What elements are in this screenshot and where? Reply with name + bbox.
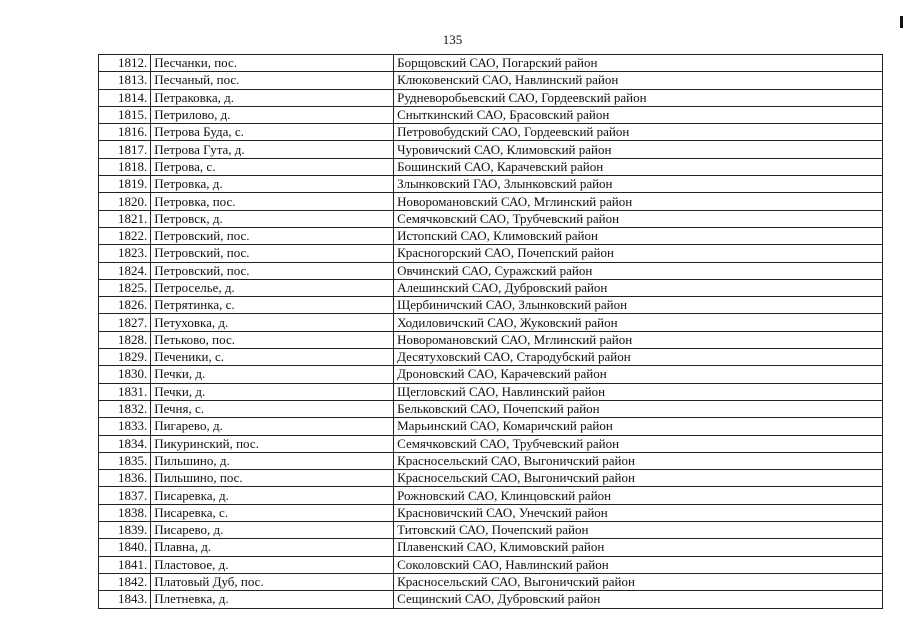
administration-cell: Бельковский САО, Почепский район xyxy=(394,400,883,417)
table-row xyxy=(99,573,883,590)
administration-cell: Плавенский САО, Климовский район xyxy=(394,539,883,556)
administration-cell: Щербиничский САО, Злынковский район xyxy=(394,297,883,314)
row-number-cell: 1842. xyxy=(99,573,151,590)
table-row xyxy=(99,141,883,158)
row-number-cell: 1833. xyxy=(99,418,151,435)
table-body xyxy=(99,55,883,609)
settlement-name-cell: Петрова, с. xyxy=(151,158,394,175)
table-row xyxy=(99,210,883,227)
table-row xyxy=(99,55,883,72)
administration-cell: Алешинский САО, Дубровский район xyxy=(394,279,883,296)
row-number-cell: 1828. xyxy=(99,331,151,348)
settlement-name-cell: Пигарево, д. xyxy=(151,418,394,435)
row-number-cell: 1815. xyxy=(99,106,151,123)
administration-cell: Красносельский САО, Выгоничский район xyxy=(394,452,883,469)
settlement-name-cell: Платовый Дуб, пос. xyxy=(151,573,394,590)
table-row xyxy=(99,176,883,193)
administration-cell: Титовский САО, Почепский район xyxy=(394,522,883,539)
settlement-name-cell: Пластовое, д. xyxy=(151,556,394,573)
table-row xyxy=(99,487,883,504)
table-row xyxy=(99,383,883,400)
table-row xyxy=(99,89,883,106)
administration-cell: Овчинский САО, Суражский район xyxy=(394,262,883,279)
table-row xyxy=(99,297,883,314)
settlement-name-cell: Петрятинка, с. xyxy=(151,297,394,314)
settlement-name-cell: Печня, с. xyxy=(151,400,394,417)
table-row xyxy=(99,314,883,331)
table-row xyxy=(99,158,883,175)
settlement-name-cell: Петраковка, д. xyxy=(151,89,394,106)
row-number-cell: 1843. xyxy=(99,591,151,608)
row-number-cell: 1825. xyxy=(99,279,151,296)
administration-cell: Рожновский САО, Клинцовский район xyxy=(394,487,883,504)
edge-mark xyxy=(900,16,903,28)
row-number-cell: 1824. xyxy=(99,262,151,279)
settlement-name-cell: Петровский, пос. xyxy=(151,245,394,262)
administration-cell: Красносельский САО, Выгоничский район xyxy=(394,573,883,590)
table-row xyxy=(99,591,883,608)
row-number-cell: 1830. xyxy=(99,366,151,383)
administration-cell: Клюковенский САО, Навлинский район xyxy=(394,72,883,89)
administration-cell: Истопский САО, Климовский район xyxy=(394,227,883,244)
table-row xyxy=(99,470,883,487)
settlement-name-cell: Пильшино, пос. xyxy=(151,470,394,487)
table-row xyxy=(99,106,883,123)
settlement-name-cell: Пикуринский, пос. xyxy=(151,435,394,452)
settlement-name-cell: Писаревка, д. xyxy=(151,487,394,504)
administration-cell: Марьинский САО, Комаричский район xyxy=(394,418,883,435)
administration-cell: Красновичский САО, Унечский район xyxy=(394,504,883,521)
administration-cell: Злынковский ГАО, Злынковский район xyxy=(394,176,883,193)
table-row xyxy=(99,124,883,141)
row-number-cell: 1819. xyxy=(99,176,151,193)
settlement-name-cell: Песчаный, пос. xyxy=(151,72,394,89)
row-number-cell: 1839. xyxy=(99,522,151,539)
administration-cell: Бошинский САО, Карачевский район xyxy=(394,158,883,175)
row-number-cell: 1827. xyxy=(99,314,151,331)
table-row xyxy=(99,366,883,383)
settlement-name-cell: Петровск, д. xyxy=(151,210,394,227)
page-number: 135 xyxy=(442,32,463,47)
row-number-cell: 1812. xyxy=(99,55,151,72)
row-number-cell: 1822. xyxy=(99,227,151,244)
table-row xyxy=(99,279,883,296)
administration-cell: Новоромановский САО, Мглинский район xyxy=(394,193,883,210)
table-row xyxy=(99,504,883,521)
table-row xyxy=(99,539,883,556)
row-number-cell: 1836. xyxy=(99,470,151,487)
row-number-cell: 1840. xyxy=(99,539,151,556)
settlement-name-cell: Петуховка, д. xyxy=(151,314,394,331)
administration-cell: Щегловский САО, Навлинский район xyxy=(394,383,883,400)
row-number-cell: 1814. xyxy=(99,89,151,106)
row-number-cell: 1829. xyxy=(99,349,151,366)
settlement-name-cell: Плавна, д. xyxy=(151,539,394,556)
administration-cell: Красносельский САО, Выгоничский район xyxy=(394,470,883,487)
table-row xyxy=(99,418,883,435)
settlement-name-cell: Петровский, пос. xyxy=(151,227,394,244)
settlement-name-cell: Плетневка, д. xyxy=(151,591,394,608)
row-number-cell: 1823. xyxy=(99,245,151,262)
table-row xyxy=(99,245,883,262)
administration-cell: Борщовский САО, Погарский район xyxy=(394,55,883,72)
administration-cell: Новоромановский САО, Мглинский район xyxy=(394,331,883,348)
table-row xyxy=(99,262,883,279)
table-row xyxy=(99,522,883,539)
settlement-name-cell: Печки, д. xyxy=(151,366,394,383)
settlement-name-cell: Петьково, пос. xyxy=(151,331,394,348)
row-number-cell: 1821. xyxy=(99,210,151,227)
administration-cell: Сещинский САО, Дубровский район xyxy=(394,591,883,608)
administration-cell: Соколовский САО, Навлинский район xyxy=(394,556,883,573)
row-number-cell: 1837. xyxy=(99,487,151,504)
row-number-cell: 1817. xyxy=(99,141,151,158)
settlement-name-cell: Печеники, с. xyxy=(151,349,394,366)
row-number-cell: 1834. xyxy=(99,435,151,452)
row-number-cell: 1820. xyxy=(99,193,151,210)
table-row xyxy=(99,400,883,417)
table-row xyxy=(99,452,883,469)
settlement-name-cell: Петровка, д. xyxy=(151,176,394,193)
administration-cell: Семячковский САО, Трубчевский район xyxy=(394,435,883,452)
settlement-name-cell: Петрова Буда, с. xyxy=(151,124,394,141)
settlement-name-cell: Петровский, пос. xyxy=(151,262,394,279)
settlement-name-cell: Петровка, пос. xyxy=(151,193,394,210)
administration-cell: Рудневоробьевский САО, Гордеевский район xyxy=(394,89,883,106)
settlement-name-cell: Писарево, д. xyxy=(151,522,394,539)
row-number-cell: 1831. xyxy=(99,383,151,400)
row-number-cell: 1838. xyxy=(99,504,151,521)
settlement-name-cell: Петрова Гута, д. xyxy=(151,141,394,158)
row-number-cell: 1816. xyxy=(99,124,151,141)
settlement-name-cell: Печки, д. xyxy=(151,383,394,400)
row-number-cell: 1813. xyxy=(99,72,151,89)
administration-cell: Петровобудский САО, Гордеевский район xyxy=(394,124,883,141)
administration-cell: Семячковский САО, Трубчевский район xyxy=(394,210,883,227)
row-number-cell: 1826. xyxy=(99,297,151,314)
administration-cell: Ходиловичский САО, Жуковский район xyxy=(394,314,883,331)
table-row xyxy=(99,193,883,210)
settlement-name-cell: Писаревка, с. xyxy=(151,504,394,521)
table-row xyxy=(99,227,883,244)
table-row xyxy=(99,556,883,573)
table-row xyxy=(99,331,883,348)
row-number-cell: 1832. xyxy=(99,400,151,417)
settlement-name-cell: Петроселье, д. xyxy=(151,279,394,296)
administration-cell: Снытки​нский САО, Брасовский район xyxy=(394,106,883,123)
table-row xyxy=(99,349,883,366)
administration-cell: Чуровичский САО, Климовский район xyxy=(394,141,883,158)
row-number-cell: 1835. xyxy=(99,452,151,469)
row-number-cell: 1818. xyxy=(99,158,151,175)
settlement-name-cell: Пильшино, д. xyxy=(151,452,394,469)
administration-cell: Десятуховский САО, Стародубский район xyxy=(394,349,883,366)
administration-cell: Дроновский САО, Карачевский район xyxy=(394,366,883,383)
settlement-name-cell: Петрилово, д. xyxy=(151,106,394,123)
settlement-name-cell: Песчанки, пос. xyxy=(151,55,394,72)
table-row xyxy=(99,72,883,89)
administration-cell: Красногорский САО, Почепский район xyxy=(394,245,883,262)
row-number-cell: 1841. xyxy=(99,556,151,573)
settlement-table xyxy=(98,54,883,609)
table-row xyxy=(99,435,883,452)
